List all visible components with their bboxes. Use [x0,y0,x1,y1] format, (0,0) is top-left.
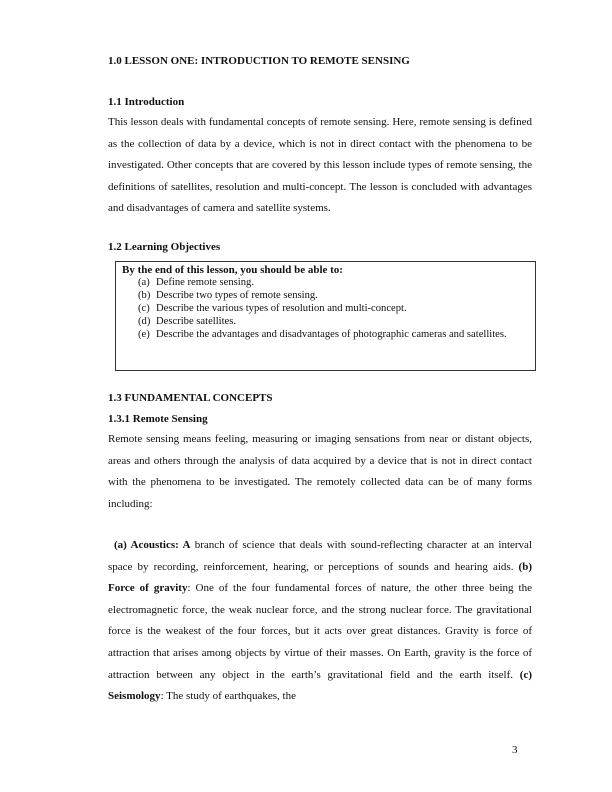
term-acoustics: (a) Acoustics: A [114,539,191,551]
learning-objectives-heading: 1.2 Learning Objectives [108,241,221,253]
introduction-heading: 1.1 Introduction [108,96,185,108]
remote-sensing-paragraph: Remote sensing means feeling, measuring or imaging sensations from near or distant objects, areas and others through the analysis of data acquired by a device that is not in direct contact with the phenomena to be investigated. The remotely collected data can be of many forms including: [108,433,532,510]
remote-sensing-subheading: 1.3.1 Remote Sensing [108,413,208,425]
introduction-paragraph: This lesson deals with fundamental concepts of remote sensing. Here, remote sensing is defined as the collection of data by a device, which is not in direct contact with the phenomena to be investigated. Other concepts that are covered by this lesson include types of remote sensing, the definitions of satellites, resolution and multi-concept. The lesson is concluded with advantages and disadvantages of camera and satellite systems. [108,116,532,215]
objective-item: (e) Describe the advantages and disadvantages of photographic cameras and satellites. [138,329,507,340]
learning-objectives-box [115,261,536,371]
objectives-box-title: By the end of this lesson, you should be able to: [122,264,343,276]
page-number: 3 [512,744,518,756]
term-force-of-gravity: (b) Force of gravity [108,560,532,595]
objective-item: (d) Describe satellites. [138,316,237,327]
term-seismology: (c) Seismology [108,668,532,703]
objective-item: (a) Define remote sensing. [138,277,254,288]
objective-item: (c) Describe the various types of resolution and multi-concept. [138,303,407,314]
fundamental-concepts-heading: 1.3 FUNDAMENTAL CONCEPTS [108,392,273,404]
lesson-title: 1.0 LESSON ONE: INTRODUCTION TO REMOTE SENSING [108,55,410,67]
forms-paragraph: (a) Acoustics: A branch of science that deals with sound-reflecting character at an interval space by recording, reinforcement, hearing, or perceptions of sounds and hearing aids. (b) Force of gravity: One of the four fundamental forces of nature, the other three being the electromagnetic force, the weak nuclear force, and the strong nuclear force. The gravitational force is the weakest of the four forces, but it acts over great distances. Gravity is force of attraction that arises among objects by virtue of their masses. On Earth, gravity is the force of attraction between any object in the earth’s gravitational field and the earth itself. (c) Seismology: The study of earthquakes, the [108,539,532,703]
objective-item: (b) Describe two types of remote sensing. [138,290,318,301]
